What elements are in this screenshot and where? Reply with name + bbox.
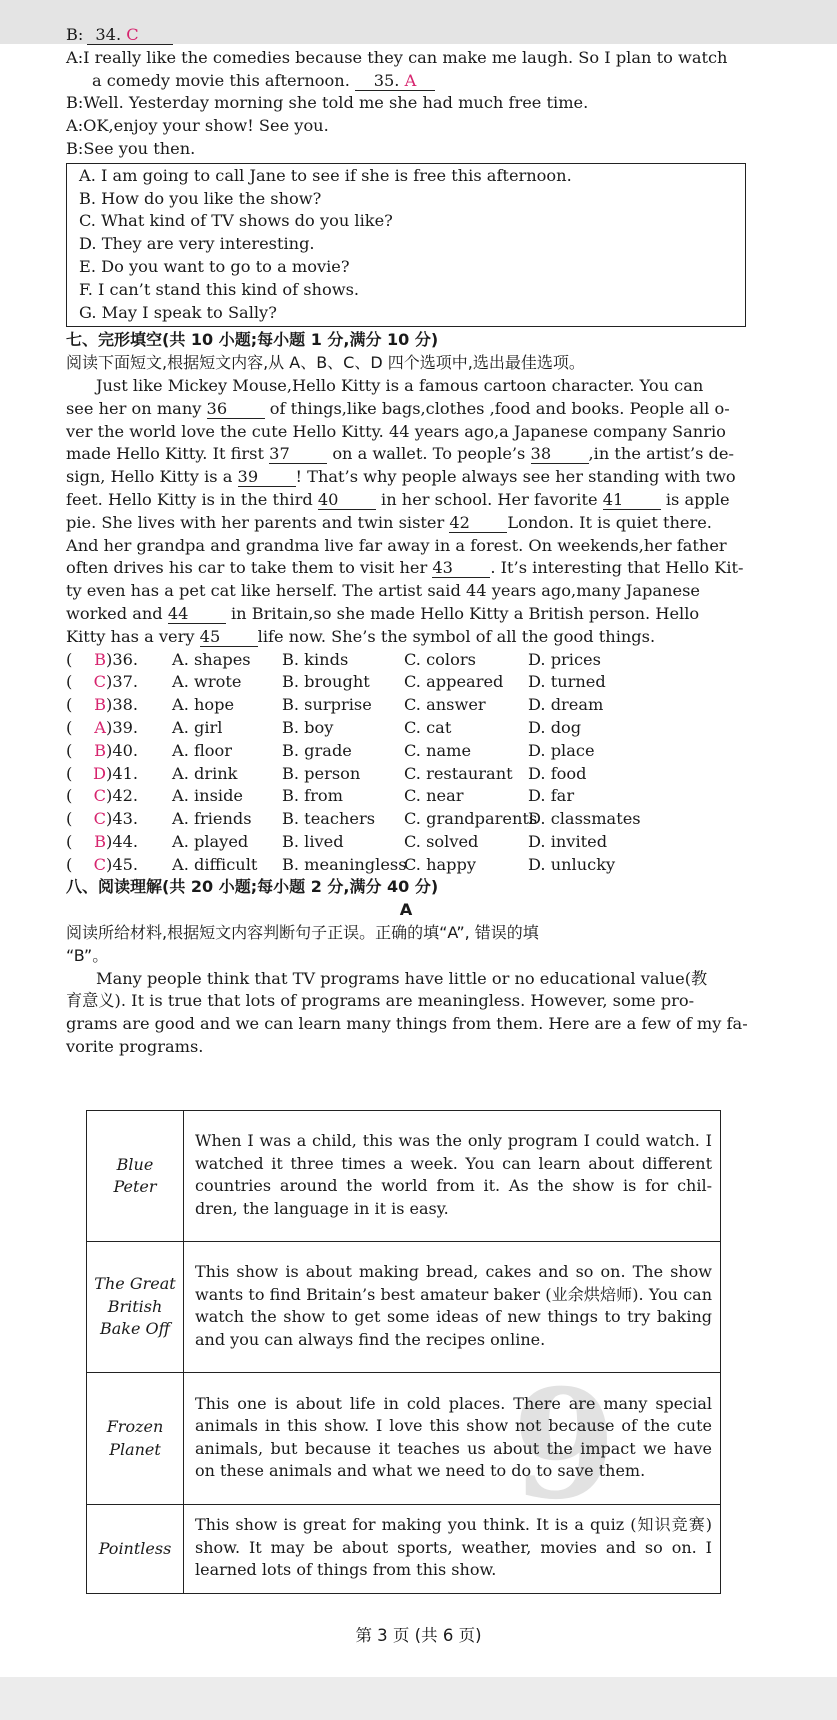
cloze-blank: 38 (531, 444, 589, 464)
cloze-blank: 41 (603, 490, 661, 510)
question-row: ( C )45. A. difficult B. meaningless C. happy D. unlucky (66, 854, 746, 877)
cloze-blank: 45 (200, 627, 258, 647)
question-row: ( C )37. A. wrote B. brought C. appeared D. turned (66, 671, 746, 694)
dialogue-line: B:See you then. (66, 138, 196, 158)
option-item: F. I can’t stand this kind of shows. (79, 279, 360, 299)
option-item: E. Do you want to go to a movie? (79, 256, 350, 276)
page-number: 第 3 页 (共 6 页) (355, 1626, 482, 1645)
question-answer: B (94, 695, 106, 715)
program-name: Frozen Planet (87, 1373, 184, 1505)
option-item: B. How do you like the show? (79, 188, 322, 208)
section-instruction: 阅读所给材料,根据短文内容判断句子正误。正确的填“A”, 错误的填 (66, 923, 539, 943)
question-answer: C (93, 672, 106, 692)
program-description: This show is about making bread, cakes and so on. The show wants to find Britain’s best amateur baker (业余烘焙师). You can watch the show to get some ideas of new things to try baking and you can always find the recipes online. (184, 1242, 721, 1373)
program-name: Pointless (87, 1505, 184, 1594)
watermark-number: 9 (512, 1357, 617, 1533)
section-heading-8: 八、阅读理解(共 20 小题;每小题 2 分,满分 40 分) (66, 877, 439, 897)
cloze-blank: 40 (318, 490, 376, 510)
part-label: A (399, 900, 413, 920)
option-item: D. They are very interesting. (79, 234, 315, 254)
question-row: ( B )36. A. shapes B. kinds C. colors D. prices (66, 649, 746, 672)
question-answer: A (94, 717, 106, 737)
program-row (87, 1373, 721, 1505)
question-row: ( B )38. A. hope B. surprise C. answer D. dream (66, 694, 746, 717)
programs-table (86, 1110, 721, 1594)
question-answer: C (93, 786, 106, 806)
dialogue-line: B:Well. Yesterday morning she told me she had much free time. (66, 93, 589, 113)
option-item: A. I am going to call Jane to see if she is free this afternoon. (79, 165, 572, 185)
question-row: ( B )44. A. played B. lived C. solved D. invited (66, 831, 746, 854)
intro-line: vorite programs. (66, 1037, 204, 1057)
program-name: The Great British Bake Off (87, 1242, 184, 1373)
question-answer: C (93, 809, 106, 829)
question-row: ( D )41. A. drink B. person C. restaurant D. food (66, 763, 746, 786)
cloze-blank: 37 (269, 444, 327, 464)
question-row: ( C )43. A. friends B. teachers C. grandparents D. classmates (66, 808, 746, 831)
answer-blank-34: 34. C (87, 25, 173, 45)
dialogue-line: a comedy movie this afternoon. 35. A (66, 70, 746, 93)
question-answer: D (93, 763, 106, 783)
program-description: This show is great for making you think. It is a quiz (知识竞赛) show. It may be about sports, weather, movies and so on. I learned lots of things from this show. (184, 1505, 721, 1594)
question-row: ( A )39. A. girl B. boy C. cat D. dog (66, 717, 746, 740)
option-item: G. May I speak to Sally? (79, 302, 277, 322)
section-heading-7: 七、完形填空(共 10 小题;每小题 1 分,满分 10 分) (66, 330, 439, 350)
exam-content (66, 24, 746, 1059)
question-answer: C (93, 854, 106, 874)
program-description: When I was a child, this was the only program I could watch. I watched it three times a week. You can learn about different countries around the world from it. As the show is for chil-dren, the language in it is easy. (184, 1111, 721, 1242)
cloze-questions (66, 649, 746, 877)
question-answer: B (94, 649, 106, 669)
intro-line: Many people think that TV programs have little or no educational value(教 (96, 968, 708, 988)
cloze-blank: 36 (207, 399, 265, 419)
cloze-blank: 44 (168, 604, 226, 624)
section-instruction: “B”。 (66, 945, 109, 965)
cloze-blank: 39 (238, 467, 296, 487)
program-row (87, 1242, 721, 1373)
question-answer: B (94, 831, 106, 851)
program-description: This one is about life in cold places. There are many special animals in this show. I love this show not because of the cute animals, but because it teaches us about the impact we have on these animals and what we need to do to save them. (184, 1373, 721, 1505)
section-instruction: 阅读下面短文,根据短文内容,从 A、B、C、D 四个选项中,选出最佳选项。 (66, 353, 585, 373)
options-box (66, 163, 746, 328)
question-answer: B (94, 740, 106, 760)
program-row (87, 1111, 721, 1242)
cloze-blank: 42 (449, 513, 507, 533)
dialogue-line: A:I really like the comedies because they can make me laugh. So I plan to watch (66, 47, 728, 67)
question-row: ( C )42. A. inside B. from C. near D. far (66, 785, 746, 808)
cloze-passage: Just like Mickey Mouse,Hello Kitty is a famous cartoon character. You can see her on many 36 of things,like bags,clothes ,food and books. People all o- ver the world love the cute Hello Kitty. 44 years ago,a Japanese company Sanrio made Hello Kitty. It first 37 on a wallet. To people’s 38 ,in the artist’s de- sign, Hello Kitty is a 39 ! That’s why people always see her standing with two feet. Hello Kitty is in the third 40 in her school. Her favorite 41 is apple pie. She lives with her parents and twin sister 42 London. It is quiet there. And her grandpa and grandma live far away in a forest. On weekends,her father often drives his car to take them to visit her 43 . It’s interesting that Hello Kit- ty even has a pet cat like herself. The artist said 44 years ago,many Japanese worked and 44 in Britain,so she made Hello Kitty a British person. Hello Kitty has a very 45 life now. She’s the symbol of all the good things. (66, 375, 744, 646)
option-item: C. What kind of TV shows do you like? (79, 211, 393, 231)
program-name: Blue Peter (87, 1111, 184, 1242)
dialogue-line: B: 34. C (66, 24, 746, 47)
intro-line: 育意义). It is true that lots of programs are meaningless. However, some pro- (66, 991, 695, 1011)
cloze-blank: 43 (432, 558, 490, 578)
question-row: ( B )40. A. floor B. grade C. name D. place (66, 740, 746, 763)
bottom-margin (0, 1677, 837, 1720)
program-row (87, 1505, 721, 1594)
answer-blank-35: 35. A (355, 71, 435, 91)
dialogue-line: A:OK,enjoy your show! See you. (66, 116, 329, 136)
intro-line: grams are good and we can learn many things from them. Here are a few of my fa- (66, 1014, 748, 1034)
